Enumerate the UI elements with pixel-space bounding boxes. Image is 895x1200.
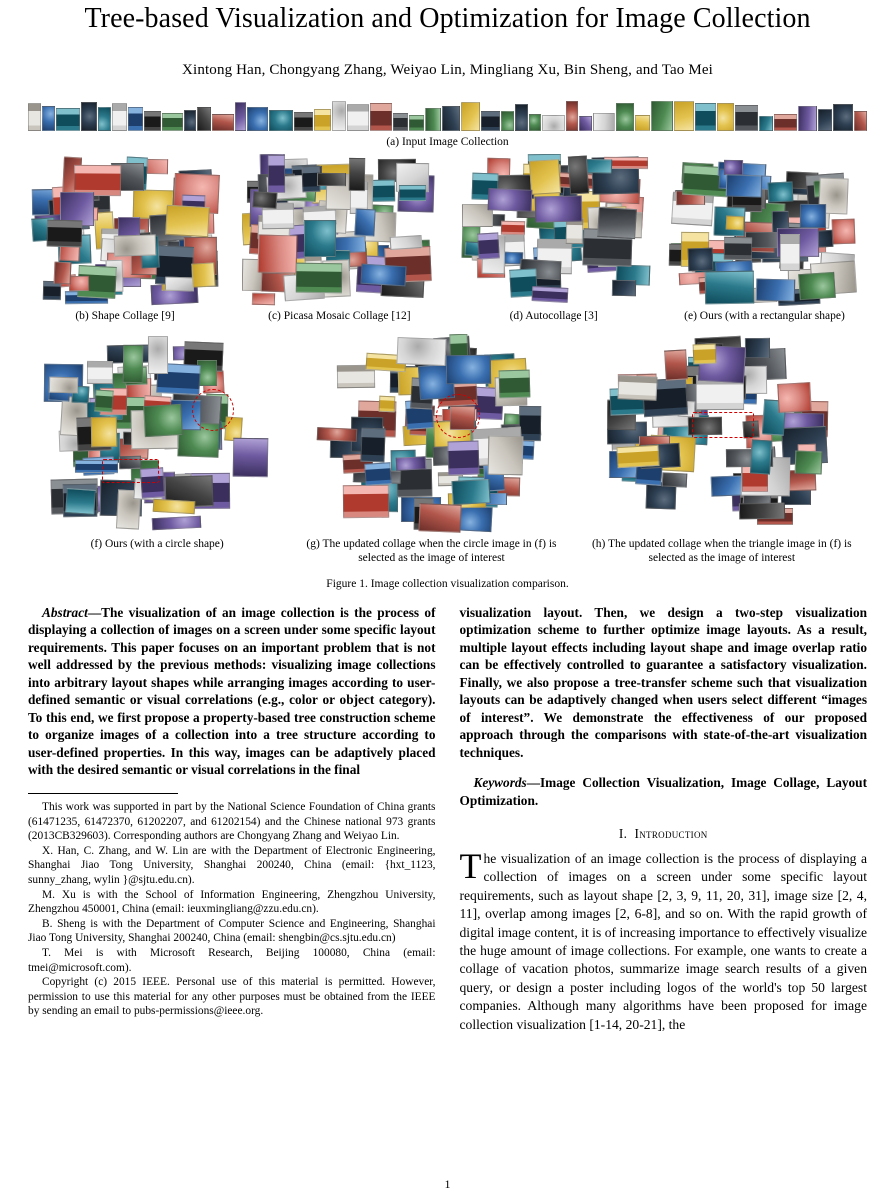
- strip-thumbnail: [56, 108, 80, 131]
- collage-shape-collage: [28, 154, 222, 306]
- figure-cell-b-caption: (b) Shape Collage [9]: [75, 310, 175, 323]
- figure-caption: Figure 1. Image collection visualization comparison.: [326, 577, 569, 590]
- footnote-item: T. Mei is with Microsoft Research, Beijing 100080, China (email: tmei@microsoft.com).: [28, 946, 436, 974]
- collage-thumbnail: [726, 175, 763, 198]
- collage-autocollage: [457, 154, 651, 306]
- strip-thumbnail: [294, 112, 313, 131]
- strip-thumbnail: [566, 101, 578, 131]
- collage-thumbnail: [152, 516, 202, 530]
- strip-thumbnail: [425, 108, 441, 131]
- footnote-item: X. Han, C. Zhang, and W. Lin are with the Department of Electronic Engineering, Shanghai Jiao Tong University, Shanghai 200240, China (email: {hxt_1123, sunny_zhang, wylin }@sjtu.edu.cn).: [28, 844, 436, 886]
- strip-thumbnail: [818, 109, 832, 131]
- strip-thumbnail: [128, 107, 143, 131]
- collage-thumbnail: [153, 499, 196, 514]
- collage-thumbnail: [692, 343, 716, 364]
- strip-thumbnail: [579, 116, 592, 131]
- collage-thumbnail: [349, 158, 365, 191]
- collage-thumbnail: [529, 159, 561, 195]
- collage-thumbnail: [726, 216, 745, 231]
- collage-thumbnail: [777, 382, 812, 413]
- section-heading: [460, 826, 868, 842]
- author-list: Xintong Han, Chongyang Zhang, Weiyao Lin, Mingliang Xu, Bin Sheng, and Tao Mei: [182, 62, 713, 79]
- footnote-item: Copyright (c) 2015 IEEE. Personal use of this material is permitted. However, permission to use this material for any other purposes must be obtained from the IEEE by sending an email to pubs-permissions@ieee.org.: [28, 976, 436, 1018]
- collage-thumbnail: [688, 248, 714, 272]
- strip-caption: (a) Input Image Collection: [386, 136, 509, 149]
- collage-thumbnail: [54, 262, 72, 285]
- collage-thumbnail: [661, 472, 687, 487]
- collage-thumbnail: [448, 440, 480, 475]
- collage-thumbnail: [87, 361, 113, 384]
- strip-thumbnail: [854, 111, 867, 131]
- collage-thumbnail: [165, 277, 194, 292]
- strip-thumbnail: [184, 110, 196, 131]
- input-image-collection-strip: [28, 101, 868, 131]
- collage-thumbnail: [148, 336, 168, 374]
- strip-thumbnail: [833, 104, 853, 131]
- collage-thumbnail: [123, 345, 144, 383]
- collage-ours-rectangular: [667, 154, 861, 306]
- collage-thumbnail: [794, 450, 822, 474]
- strip-thumbnail: [651, 101, 673, 131]
- collage-thumbnail: [664, 349, 688, 380]
- strip-thumbnail: [759, 116, 773, 131]
- collage-picasa-mosaic: [242, 154, 436, 306]
- collage-thumbnail: [317, 427, 358, 442]
- collage-thumbnail: [397, 337, 447, 366]
- strip-thumbnail: [529, 114, 541, 131]
- figure-cell-c: [233, 154, 445, 324]
- page-number: 1: [444, 1177, 451, 1191]
- collage-thumbnail: [268, 155, 285, 193]
- collage-thumbnail: [419, 503, 462, 533]
- strip-thumbnail: [212, 114, 234, 131]
- strip-thumbnail: [393, 113, 408, 131]
- figure-cell-e: [662, 154, 867, 324]
- strip-thumbnail: [635, 115, 650, 131]
- collage-thumbnail: [501, 221, 525, 236]
- strip-thumbnail: [112, 103, 127, 131]
- strip-thumbnail: [314, 109, 331, 131]
- collage-thumbnail: [49, 377, 78, 394]
- collage-thumbnail: [365, 462, 392, 486]
- figure-cell-e-caption: (e) Ours (with a rectangular shape): [684, 310, 845, 323]
- collage-thumbnail: [612, 280, 636, 296]
- strip-thumbnail: [442, 106, 460, 131]
- collage-thumbnail: [531, 286, 568, 303]
- collage-thumbnail: [780, 234, 800, 271]
- intro-paragraph: [459, 845, 868, 1035]
- strip-thumbnail: [717, 103, 734, 131]
- strip-thumbnail: [269, 110, 293, 131]
- figure-cell-d: [457, 154, 651, 324]
- strip-thumbnail: [593, 113, 615, 131]
- collage-thumbnail: [252, 293, 275, 306]
- collage-thumbnail: [94, 389, 113, 412]
- collage-thumbnail: [768, 182, 794, 203]
- strip-thumbnail: [162, 113, 183, 131]
- triangle-highlight-marker: [692, 412, 754, 438]
- right-column: [460, 604, 868, 1035]
- collage-thumbnail: [233, 438, 269, 478]
- collage-thumbnail: [343, 485, 389, 519]
- collage-updated-triangle: [607, 334, 837, 534]
- keywords-lead: Keywords: [473, 775, 527, 791]
- strip-thumbnail: [247, 107, 268, 131]
- footnote-item: This work was supported in part by the National Science Foundation of China grants (61471235, 61472370, 61202207, and 61202154) and the Chinese national 973 grants (2013CB329603). Corresponding authors are Chongyang Zhang and Weiyao Lin.: [28, 801, 436, 843]
- figure-cell-g-caption: (g) The updated collage when the circle image in (f) is selected as the image of interest: [306, 537, 557, 564]
- abstract-text: —The visualization of an image collection is the process of displaying a collection of images on a screen under some specific layout requirements. This paper focuses on an important problem that is not well addressed by the previous methods: visualizing image collections into arbitrary layout shapes while arranging images according to user-defined semantic or visual correlations (e.g., color or object category). To this end, we first propose a property-based tree construction scheme to organize images of a collection into a tree structure according to user-defined properties. In this way, images can be adaptively placed with the desired semantic or visual correlations in the final: [28, 604, 436, 778]
- collage-ours-circle: [42, 334, 272, 534]
- page-title: Tree-based Visualization and Optimization for Image Collection: [84, 3, 811, 34]
- collage-thumbnail: [487, 188, 532, 212]
- figure-cell-f-caption: (f) Ours (with a circle shape): [90, 537, 224, 550]
- collage-thumbnail: [390, 235, 423, 250]
- footnote-item: M. Xu is with the School of Information Engineering, Zhengzhou University, Zhengzhou 450001, China (email: ieuxmingliang@zzu.edu.cn).: [28, 888, 436, 916]
- strip-thumbnail: [501, 111, 514, 131]
- figure-cell-c-caption: (c) Picasa Mosaic Collage [12]: [268, 310, 411, 323]
- collage-thumbnail: [191, 262, 215, 287]
- strip-thumbnail: [42, 106, 55, 131]
- strip-thumbnail: [798, 106, 817, 131]
- triangle-highlight-marker: [102, 459, 159, 483]
- footnote-block: [28, 800, 436, 1019]
- collage-thumbnail: [565, 218, 583, 244]
- strip-thumbnail: [542, 115, 565, 131]
- abstract-paragraph: [28, 604, 436, 779]
- strip-thumbnail: [81, 102, 97, 131]
- figure-cell-h: [591, 334, 853, 566]
- left-column: [28, 604, 436, 1035]
- collage-thumbnail: [114, 235, 157, 257]
- collage-thumbnail: [710, 475, 744, 496]
- strip-thumbnail: [481, 111, 500, 131]
- strip-thumbnail: [332, 101, 346, 131]
- collage-thumbnail: [304, 220, 336, 257]
- abstract-continuation: visualization layout. Then, we design a two-step visualization optimization scheme to further optimize image layouts. As a result, multiple layout effects including layout shape and image overlap ratio can be effectively controlled to guarantee a satisfactory visualization. Finally, we also propose a tree-transfer scheme such that visualization layouts can be adaptively changed when users select different “images of interest”. We demonstrate the effectiveness of our proposed approach through the comparisons with state-of-the-art visualization techniques.: [459, 604, 867, 760]
- collage-thumbnail: [488, 436, 524, 476]
- collage-thumbnail: [756, 279, 795, 302]
- collage-thumbnail: [750, 439, 772, 474]
- collage-thumbnail: [617, 375, 657, 401]
- collage-thumbnail: [446, 355, 491, 385]
- strip-thumbnail: [98, 107, 111, 131]
- collage-thumbnail: [361, 428, 386, 463]
- collage-thumbnail: [143, 404, 183, 437]
- collage-thumbnail: [745, 338, 770, 358]
- collage-thumbnail: [165, 205, 210, 237]
- collage-thumbnail: [396, 456, 427, 471]
- strip-thumbnail: [735, 105, 758, 131]
- section-title: Introduction: [634, 825, 708, 841]
- footnote-item: B. Sheng is with the Department of Computer Science and Engineering, Shanghai Jiao Tong University, Shanghai 200240, China (email: shengbin@cs.sjtu.edu.cn): [28, 917, 436, 945]
- figure-cell-g: [300, 334, 562, 566]
- collage-thumbnail: [799, 272, 837, 300]
- collage-thumbnail: [258, 235, 298, 274]
- figure-row-2: [28, 334, 867, 566]
- collage-thumbnail: [705, 271, 754, 305]
- collage-thumbnail: [65, 488, 96, 515]
- section-number: I.: [618, 825, 628, 841]
- collage-thumbnail: [296, 263, 342, 294]
- strip-thumbnail: [695, 103, 716, 131]
- collage-thumbnail: [499, 370, 531, 399]
- figure-row-1: [28, 154, 867, 324]
- collage-thumbnail: [355, 209, 376, 237]
- intro-text: he visualization of an image collection is the process of displaying a collection of images on a screen under some specific layout requirements, such as layout shape [2, 3, 9, 11, 20, 31], image size [2, 4, 11], overlap among images [2, 6-8], and so on. With the rapid growth of digital image content, it is of increasing importance to effectively visualize the huge amount of image collections. For example, one wants to create a collage of vacation photos, summarize image search results of a given query, or design a poster including logos of the world's top 50 largest companies. Although many algorithms have been proposed for image collection visualization [1-14, 20-21], the: [459, 850, 867, 1032]
- figure-1: [28, 101, 867, 589]
- collage-thumbnail: [568, 156, 589, 195]
- collage-thumbnail: [47, 220, 83, 248]
- collage-thumbnail: [399, 185, 426, 201]
- collage-thumbnail: [724, 160, 743, 175]
- collage-thumbnail: [379, 396, 396, 413]
- figure-cell-f: [42, 334, 272, 566]
- keywords-text: —Image Collection Visualization, Image Collage, Layout Optimization.: [459, 775, 867, 809]
- circle-highlight-marker: [192, 389, 234, 431]
- strip-thumbnail: [409, 115, 424, 131]
- strip-thumbnail: [235, 102, 246, 131]
- collage-thumbnail: [739, 503, 785, 520]
- strip-thumbnail: [370, 103, 392, 131]
- figure-cell-d-caption: (d) Autocollage [3]: [509, 310, 598, 323]
- figure-cell-b: [28, 154, 222, 324]
- collage-thumbnail: [477, 233, 500, 260]
- strip-thumbnail: [461, 102, 480, 131]
- strip-thumbnail: [28, 103, 41, 131]
- strip-thumbnail: [515, 104, 528, 131]
- keywords-paragraph: [460, 774, 868, 809]
- collage-thumbnail: [69, 276, 89, 291]
- collage-thumbnail: [91, 417, 117, 447]
- collage-thumbnail: [800, 204, 826, 228]
- collage-thumbnail: [317, 173, 346, 186]
- drop-cap: T: [459, 845, 482, 886]
- collage-updated-circle: [316, 334, 546, 534]
- collage-thumbnail: [616, 445, 659, 468]
- collage-thumbnail: [452, 479, 491, 505]
- figure-cell-h-caption: (h) The updated collage when the triangle image in (f) is selected as the image of interest: [591, 537, 852, 564]
- collage-thumbnail: [534, 196, 582, 223]
- collage-thumbnail: [724, 237, 752, 260]
- collage-thumbnail: [253, 191, 278, 209]
- collage-thumbnail: [597, 207, 637, 239]
- footnote-rule: [28, 793, 178, 794]
- strip-thumbnail: [144, 111, 161, 131]
- strip-thumbnail: [347, 104, 369, 131]
- strip-thumbnail: [674, 101, 694, 131]
- collage-thumbnail: [832, 219, 856, 245]
- strip-thumbnail: [616, 103, 634, 131]
- collage-thumbnail: [361, 264, 407, 287]
- abstract-lead: Abstract: [42, 604, 88, 620]
- strip-thumbnail: [774, 114, 797, 131]
- body-columns: [28, 604, 867, 1035]
- strip-thumbnail: [197, 107, 211, 131]
